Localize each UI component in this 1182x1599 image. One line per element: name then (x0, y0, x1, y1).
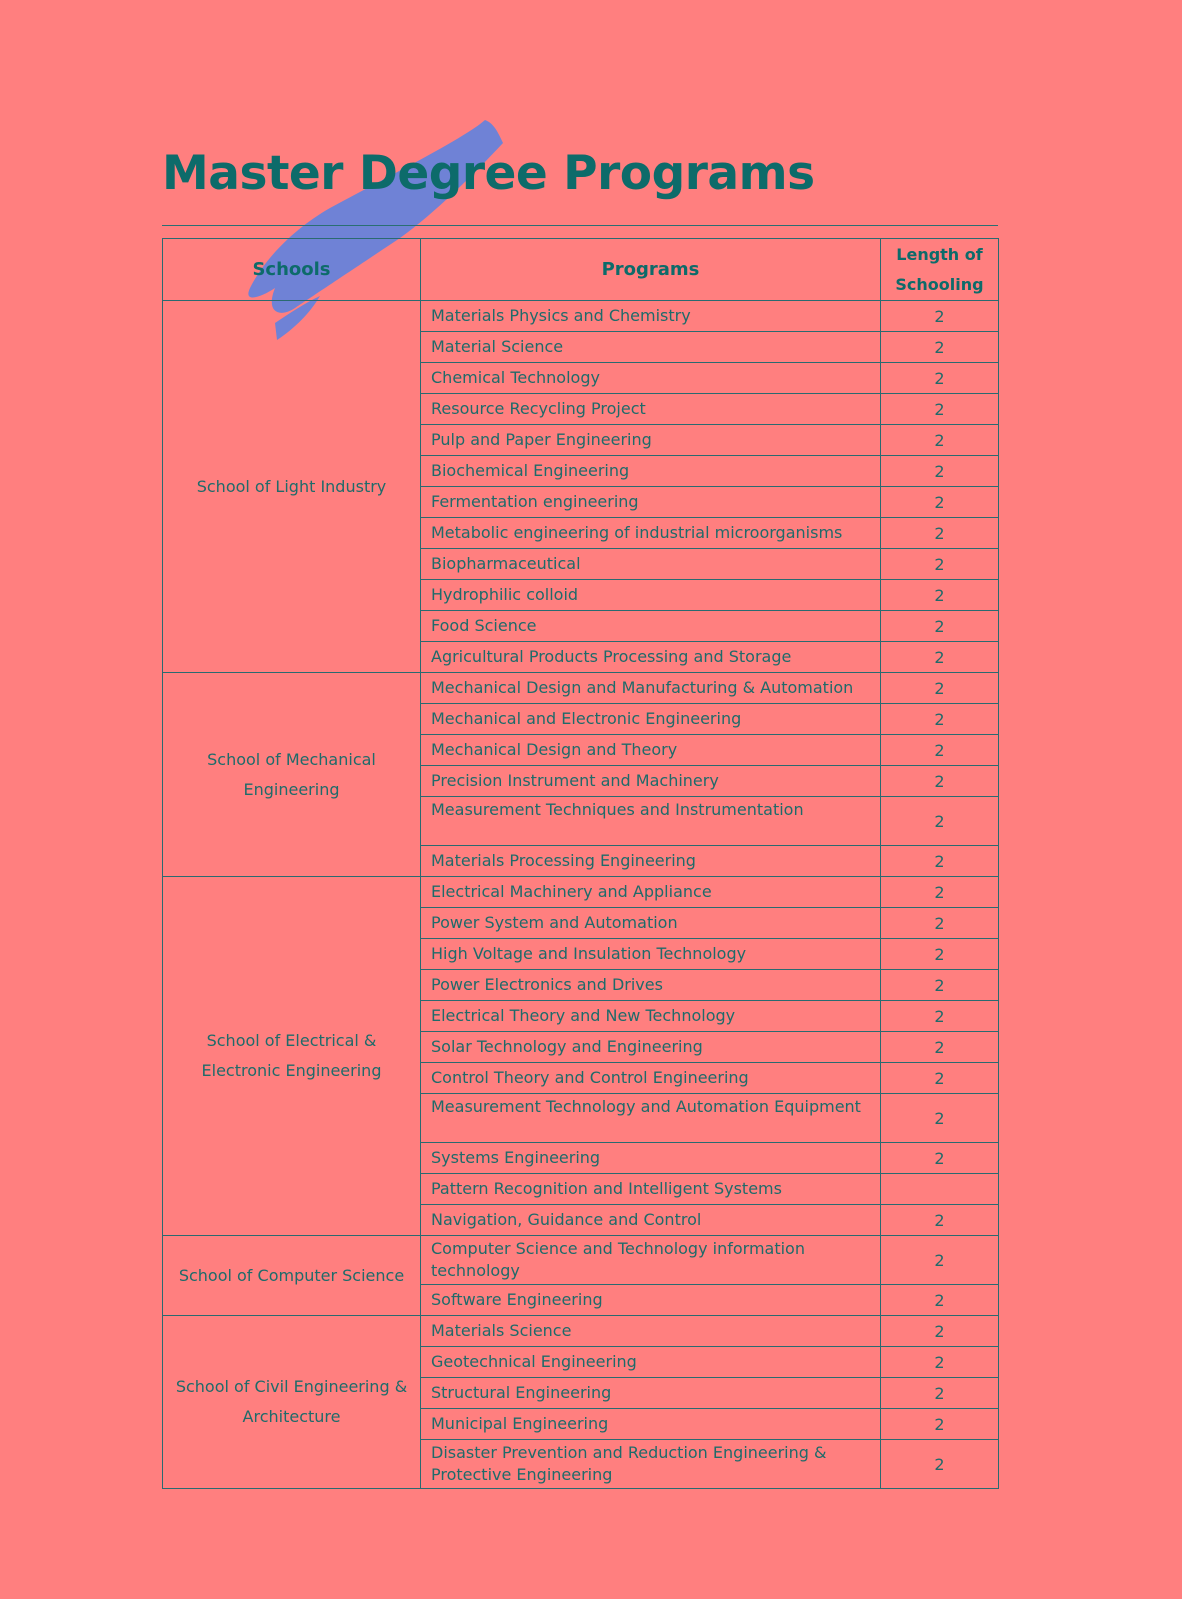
program-length: 2 (881, 642, 999, 673)
program-name: Material Science (421, 332, 881, 363)
program-name: Chemical Technology (421, 363, 881, 394)
program-name: Pulp and Paper Engineering (421, 425, 881, 456)
program-name: Biochemical Engineering (421, 456, 881, 487)
program-length: 2 (881, 1143, 999, 1174)
program-name: Geotechnical Engineering (421, 1347, 881, 1378)
program-length: 2 (881, 877, 999, 908)
program-length: 2 (881, 518, 999, 549)
program-name: Metabolic engineering of industrial microorganisms (421, 518, 881, 549)
program-length: 2 (881, 970, 999, 1001)
program-name: Food Science (421, 611, 881, 642)
program-length: 2 (881, 394, 999, 425)
program-length: 2 (881, 1205, 999, 1236)
header-programs: Programs (421, 239, 881, 301)
program-length: 2 (881, 611, 999, 642)
program-name: Software Engineering (421, 1285, 881, 1316)
program-name: Materials Physics and Chemistry (421, 301, 881, 332)
program-length: 2 (881, 487, 999, 518)
program-name: Materials Processing Engineering (421, 846, 881, 877)
program-length: 2 (881, 1440, 999, 1489)
program-name: Mechanical Design and Theory (421, 735, 881, 766)
program-length: 2 (881, 797, 999, 846)
program-name: High Voltage and Insulation Technology (421, 939, 881, 970)
program-name: Fermentation engineering (421, 487, 881, 518)
program-name: Materials Science (421, 1316, 881, 1347)
program-name: Agricultural Products Processing and Storage (421, 642, 881, 673)
program-name: Municipal Engineering (421, 1409, 881, 1440)
program-length: 2 (881, 766, 999, 797)
program-name: Power Electronics and Drives (421, 970, 881, 1001)
program-length: 2 (881, 939, 999, 970)
program-length: 2 (881, 1032, 999, 1063)
program-name: Solar Technology and Engineering (421, 1032, 881, 1063)
table-row (163, 1236, 999, 1285)
program-length: 2 (881, 1236, 999, 1285)
program-name: Systems Engineering (421, 1143, 881, 1174)
program-name: Measurement Techniques and Instrumentation (421, 797, 881, 846)
program-length: 2 (881, 1063, 999, 1094)
program-name: Resource Recycling Project (421, 394, 881, 425)
header-length: Length of Schooling (881, 239, 999, 301)
program-name: Disaster Prevention and Reduction Engineering & Protective Engineering (421, 1440, 881, 1489)
program-length: 2 (881, 908, 999, 939)
program-length: 2 (881, 425, 999, 456)
program-name: Biopharmaceutical (421, 549, 881, 580)
table-row (163, 673, 999, 704)
program-name: Electrical Machinery and Appliance (421, 877, 881, 908)
program-name: Structural Engineering (421, 1378, 881, 1409)
table-body (163, 301, 999, 1489)
school-name: School of Computer Science (163, 1236, 421, 1316)
program-length: 2 (881, 549, 999, 580)
program-length: 2 (881, 1285, 999, 1316)
table-row (163, 877, 999, 908)
program-name: Control Theory and Control Engineering (421, 1063, 881, 1094)
program-length: 2 (881, 456, 999, 487)
program-length: 2 (881, 1347, 999, 1378)
title-divider (162, 225, 998, 226)
program-length: 2 (881, 301, 999, 332)
table-row (163, 301, 999, 332)
program-name: Power System and Automation (421, 908, 881, 939)
table-row (163, 1316, 999, 1347)
program-length: 2 (881, 704, 999, 735)
program-name: Precision Instrument and Machinery (421, 766, 881, 797)
program-name: Pattern Recognition and Intelligent Systems (421, 1174, 881, 1205)
program-name: Measurement Technology and Automation Equipment (421, 1094, 881, 1143)
program-length: 2 (881, 1094, 999, 1143)
program-length: 2 (881, 735, 999, 766)
table-header-row (163, 239, 999, 301)
page-title: Master Degree Programs (162, 146, 815, 201)
programs-table (162, 238, 999, 1489)
program-name: Navigation, Guidance and Control (421, 1205, 881, 1236)
school-name: School of Mechanical Engineering (163, 673, 421, 877)
program-length: 2 (881, 1001, 999, 1032)
school-name: School of Light Industry (163, 301, 421, 673)
program-name: Mechanical and Electronic Engineering (421, 704, 881, 735)
program-name: Electrical Theory and New Technology (421, 1001, 881, 1032)
program-name: Computer Science and Technology information technology (421, 1236, 881, 1285)
program-name: Hydrophilic colloid (421, 580, 881, 611)
program-length: 2 (881, 1316, 999, 1347)
program-length: 2 (881, 1409, 999, 1440)
program-length: 2 (881, 673, 999, 704)
program-length: 2 (881, 1378, 999, 1409)
school-name: School of Civil Engineering & Architecture (163, 1316, 421, 1489)
program-length: 2 (881, 332, 999, 363)
program-length (881, 1174, 999, 1205)
program-name: Mechanical Design and Manufacturing & Automation (421, 673, 881, 704)
program-length: 2 (881, 363, 999, 394)
header-schools: Schools (163, 239, 421, 301)
program-length: 2 (881, 580, 999, 611)
school-name: School of Electrical & Electronic Engineering (163, 877, 421, 1236)
program-length: 2 (881, 846, 999, 877)
